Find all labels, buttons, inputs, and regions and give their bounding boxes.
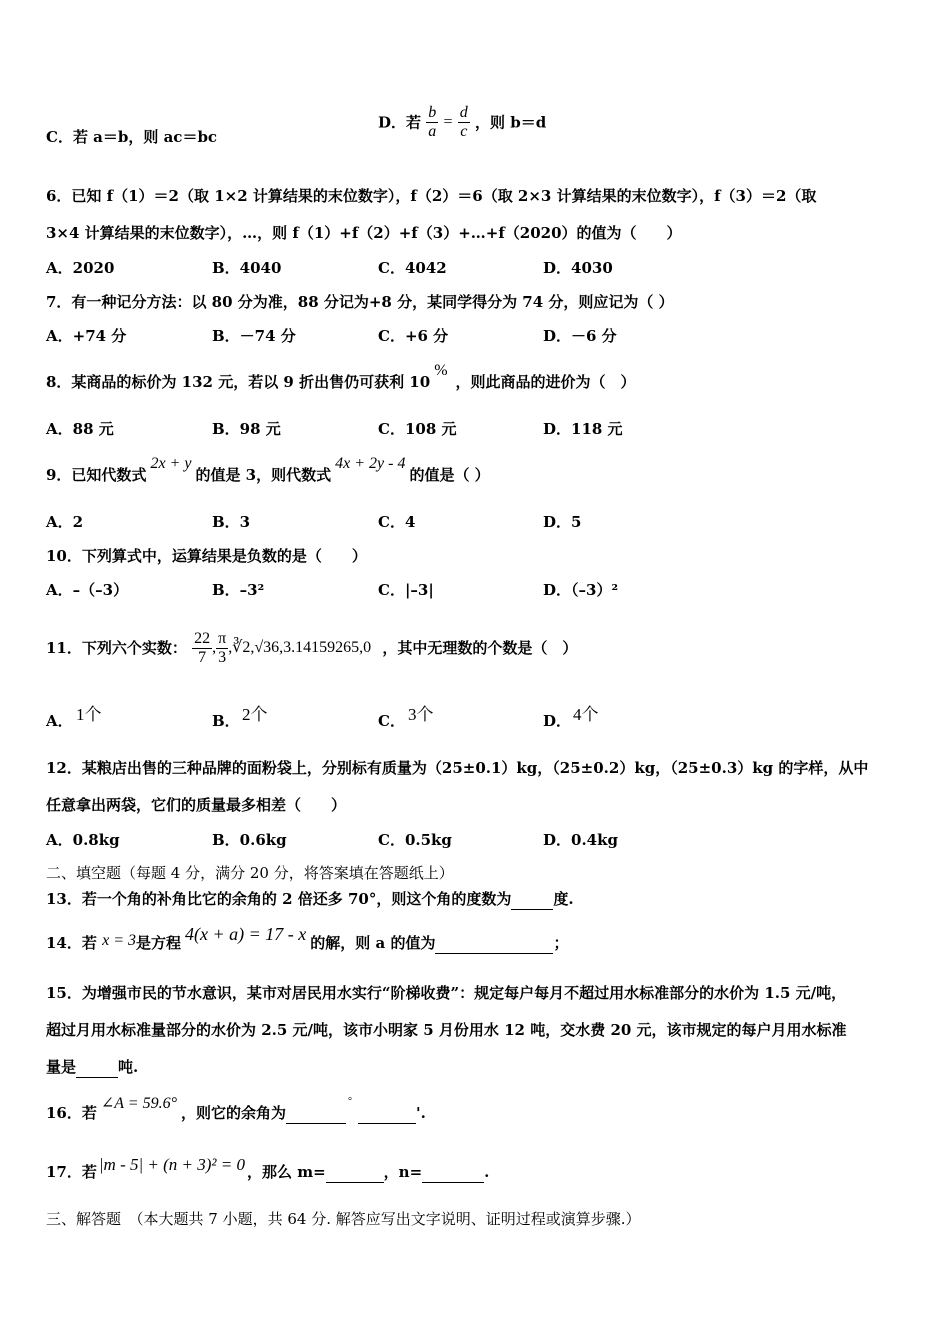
- q10-stem: 10．下列算式中，运算结果是负数的是（ ）: [46, 547, 367, 565]
- q12-option-c: C．0.5kg: [378, 831, 452, 849]
- q11-option-d: D．: [543, 712, 572, 730]
- q16-degree-symbol: °: [347, 1096, 352, 1107]
- q8-percent: %: [434, 362, 448, 379]
- q7-option-b: B．－74 分: [212, 327, 296, 345]
- q11-frac-22-7: $\frac{22}{7}$: [194, 629, 211, 666]
- q11-option-d-value: 4个: [573, 705, 599, 724]
- q5-d-suffix: ，则 b＝d: [474, 113, 547, 132]
- q6-line2: 3×4 计算结果的末位数字），…，则 f（1）+f（2）+f（3）+…+f（2020）的值为（ ）: [46, 224, 682, 242]
- q11-option-a-value: 1个: [76, 705, 102, 724]
- q11-option-a: A．: [46, 712, 73, 730]
- q7-option-a: A．+74 分: [46, 327, 127, 345]
- q6-line1: 6．已知 f（1）＝2（取 1×2 计算结果的末位数字），f（2）＝6（取 2×3 计算结果的末位数字），f（3）＝2（取: [46, 187, 817, 205]
- q16-degree-blank[interactable]: [286, 1103, 346, 1124]
- q6-option-d: D．4030: [543, 259, 613, 277]
- q9-option-b: B．3: [212, 513, 251, 531]
- q16-text: 16．若∠A = 59.6°，则它的余角为 ° '.: [46, 1095, 426, 1122]
- q5-d-frac2: $\frac{d}{c}$: [459, 104, 468, 140]
- q15-answer-blank[interactable]: [76, 1057, 118, 1078]
- section3-heading: 三、解答题 （本大题共 7 小题，共 64 分. 解答应写出文字说明、证明过程或演算步骤.）: [46, 1210, 641, 1228]
- q12-option-a: A．0.8kg: [46, 831, 120, 849]
- q7-stem: 7．有一种记分方法：以 80 分为准，88 分记为+8 分，某同学得分为 74 分，则应记为（ ）: [46, 293, 674, 311]
- q6-option-b: B．4040: [212, 259, 282, 277]
- q17-expression: |m - 5| + (n + 3)² = 0: [98, 1155, 245, 1174]
- q12-line2: 任意拿出两袋，它们的质量最多相差（ ）: [46, 796, 347, 814]
- q14-answer-blank[interactable]: [435, 933, 553, 954]
- q17-n-blank[interactable]: [422, 1162, 484, 1183]
- section2-heading: 二、填空题（每题 4 分，满分 20 分，将答案填在答题纸上）: [46, 864, 454, 882]
- q9-option-a: A．2: [46, 513, 84, 531]
- q12-line1: 12．某粮店出售的三种品牌的面粉袋上，分别标有质量为（25±0.1）kg，（25±0.2）kg，（25±0.3）kg 的字样，从中: [46, 759, 869, 777]
- q5-option-c: C．若 a＝b，则 ac＝bc: [46, 128, 218, 146]
- q9-expr2: 4x + 2y - 4: [335, 455, 406, 472]
- q14-condition: x = 3: [102, 932, 137, 949]
- q10-option-d: D．（–3）²: [543, 581, 619, 599]
- q11-option-b-value: 2个: [242, 705, 268, 724]
- q11-option-c-value: 3个: [408, 705, 434, 724]
- q8-option-a: A．88 元: [46, 420, 114, 438]
- q17-text: 17．若 |m - 5| + (n + 3)² = 0 ，那么 m= ，n= .: [46, 1155, 490, 1181]
- q8-option-d: D．118 元: [543, 420, 623, 438]
- q9-expr1: 2x + y: [150, 455, 192, 472]
- q6-option-a: A．2020: [46, 259, 115, 277]
- q15-line3: 量是 吨.: [46, 1058, 139, 1076]
- q9-option-c: C．4: [378, 513, 416, 531]
- q16-angle: ∠A = 59.6°: [100, 1095, 177, 1112]
- q12-option-d: D．0.4kg: [543, 831, 618, 849]
- q15-line1: 15．为增强市民的节水意识，某市对居民用水实行“阶梯收费”：规定每户每月不超过用水标准部分的水价为 1.5 元/吨，: [46, 984, 847, 1002]
- q10-option-c: C．|–3|: [378, 581, 434, 599]
- q14-text: 14．若 x = 3是方程 4(x + a) = 17 - x 的解，则 a 的值为 ；: [46, 924, 569, 952]
- q10-option-a: A．–（–3）: [46, 581, 129, 599]
- q11-option-c: C．: [378, 712, 405, 730]
- q6-option-c: C．4042: [378, 259, 447, 277]
- q7-option-c: C．+6 分: [378, 327, 449, 345]
- q10-option-b: B．–3²: [212, 581, 265, 599]
- q8-stem: 8．某商品的标价为 132 元，若以 9 折出售仍可获利 10%，则此商品的进价为（ ）: [46, 362, 636, 391]
- q11-option-b: B．: [212, 712, 240, 730]
- q15-line2: 超过月用水标准量部分的水价为 2.5 元/吨，该市小明家 5 月份用水 12 吨，交水费 20 元，该市规定的每户月用水标准: [46, 1021, 847, 1039]
- q8-option-c: C．108 元: [378, 420, 457, 438]
- q5-d-frac1: $\frac{b}{a}$: [428, 104, 437, 140]
- q5-option-d: D．若 $\frac{b}{a}$ = $\frac{d}{c}$ ，则 b＝d: [378, 104, 547, 140]
- q14-equation: 4(x + a) = 17 - x: [185, 924, 307, 944]
- q13-answer-blank[interactable]: [511, 889, 553, 910]
- q11-stem: 11．下列六个实数： $\frac{22}{7}$ , $\frac{\pi}{3}$ ,∛2,√36,3.14159265,0 ，其中无理数的个数是（ ）: [46, 629, 578, 666]
- q5-d-prefix: D．若: [378, 113, 422, 132]
- q11-frac-pi-3: $\frac{\pi}{3}$: [218, 629, 227, 666]
- q8-option-b: B．98 元: [212, 420, 281, 438]
- q12-option-b: B．0.6kg: [212, 831, 287, 849]
- q17-m-blank[interactable]: [326, 1162, 384, 1183]
- q9-stem: 9．已知代数式2x + y的值是 3，则代数式4x + 2y - 4的值是（ ）: [46, 455, 490, 484]
- q16-minute-blank[interactable]: [358, 1103, 416, 1124]
- q9-option-d: D．5: [543, 513, 582, 531]
- q13-text: 13．若一个角的补角比它的余角的 2 倍还多 70°，则这个角的度数为 度.: [46, 890, 574, 908]
- q7-option-d: D．－6 分: [543, 327, 617, 345]
- q11-numbers: ,∛2,√36,3.14159265,0: [228, 639, 372, 656]
